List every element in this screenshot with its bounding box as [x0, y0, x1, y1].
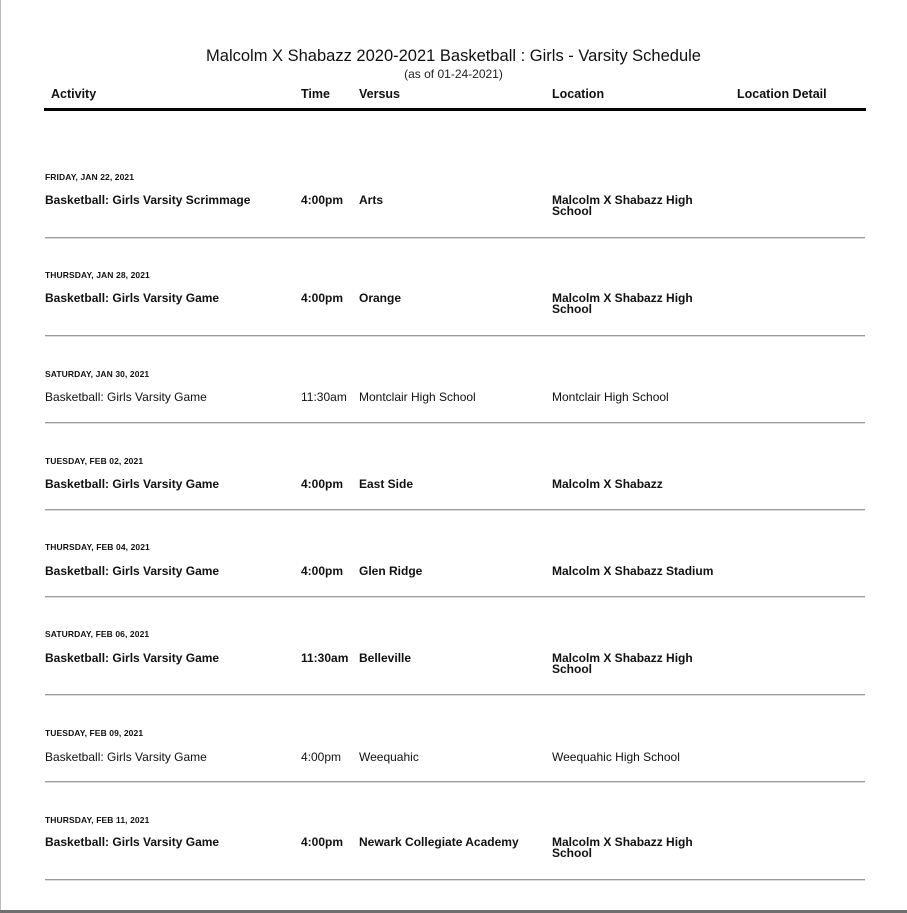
game-opponent: Newark Collegiate Academy [359, 835, 519, 849]
game-location: Montclair High School [552, 390, 669, 404]
game-location: Malcolm X Shabazz High School [552, 193, 693, 218]
as-of-date: (as of 01-24-2021) [404, 67, 503, 81]
game-time: 4:00pm [301, 193, 344, 207]
game-opponent: Belleville [359, 651, 412, 665]
row-divider [45, 335, 865, 337]
game-date: SATURDAY, JAN 30, 2021 [45, 369, 150, 379]
game-location: Malcolm X Shabazz High School [552, 835, 693, 860]
game-time: 4:00pm [301, 835, 344, 849]
game-date: TUESDAY, FEB 09, 2021 [45, 728, 144, 738]
game-location: Malcolm X Shabazz High School [552, 651, 693, 676]
page-title: Malcolm X Shabazz 2020-2021 Basketball : Girls - Varsity Schedule [206, 47, 701, 65]
game-location: Malcolm X Shabazz [552, 477, 663, 491]
header-divider [44, 108, 866, 111]
game-date: SATURDAY, FEB 06, 2021 [45, 629, 150, 639]
game-activity: Basketball: Girls Varsity Scrimmage [45, 193, 251, 207]
game-time: 11:30am [301, 651, 349, 665]
game-opponent: Orange [359, 291, 402, 305]
column-header-time: Time [301, 87, 330, 101]
row-divider [45, 596, 865, 598]
game-opponent: Glen Ridge [359, 564, 423, 578]
row-divider [45, 781, 865, 783]
game-location: Weequahic High School [552, 750, 680, 764]
row-divider [45, 509, 865, 511]
row-divider [45, 422, 865, 424]
game-activity: Basketball: Girls Varsity Game [45, 651, 220, 665]
game-activity: Basketball: Girls Varsity Game [45, 564, 220, 578]
row-divider [45, 694, 865, 696]
game-opponent: Arts [359, 193, 384, 207]
game-time: 4:00pm [301, 291, 344, 305]
game-location: Malcolm X Shabazz High School [552, 291, 693, 316]
game-activity: Basketball: Girls Varsity Game [45, 390, 207, 404]
page-edge [0, 0, 1, 913]
game-date: THURSDAY, FEB 04, 2021 [45, 542, 150, 552]
game-location: Malcolm X Shabazz Stadium [552, 564, 714, 578]
row-divider [45, 879, 865, 881]
table-header [0, 87, 907, 105]
game-date: FRIDAY, JAN 22, 2021 [45, 172, 135, 182]
column-header-location-detail: Location Detail [737, 87, 827, 101]
game-activity: Basketball: Girls Varsity Game [45, 291, 220, 305]
column-header-location: Location [552, 87, 605, 101]
game-time: 11:30am [301, 390, 347, 404]
column-header-activity: Activity [51, 87, 97, 101]
game-opponent: East Side [359, 477, 414, 491]
game-date: TUESDAY, FEB 02, 2021 [45, 456, 144, 466]
game-date: THURSDAY, FEB 11, 2021 [45, 815, 150, 825]
game-date: THURSDAY, JAN 28, 2021 [45, 270, 150, 280]
game-opponent: Montclair High School [359, 390, 476, 404]
game-activity: Basketball: Girls Varsity Game [45, 477, 220, 491]
game-time: 4:00pm [301, 750, 342, 764]
game-time: 4:00pm [301, 564, 344, 578]
game-opponent: Weequahic [359, 750, 419, 764]
game-activity: Basketball: Girls Varsity Game [45, 750, 207, 764]
column-header-versus: Versus [359, 87, 401, 101]
game-time: 4:00pm [301, 477, 344, 491]
game-activity: Basketball: Girls Varsity Game [45, 835, 220, 849]
row-divider [45, 237, 865, 239]
